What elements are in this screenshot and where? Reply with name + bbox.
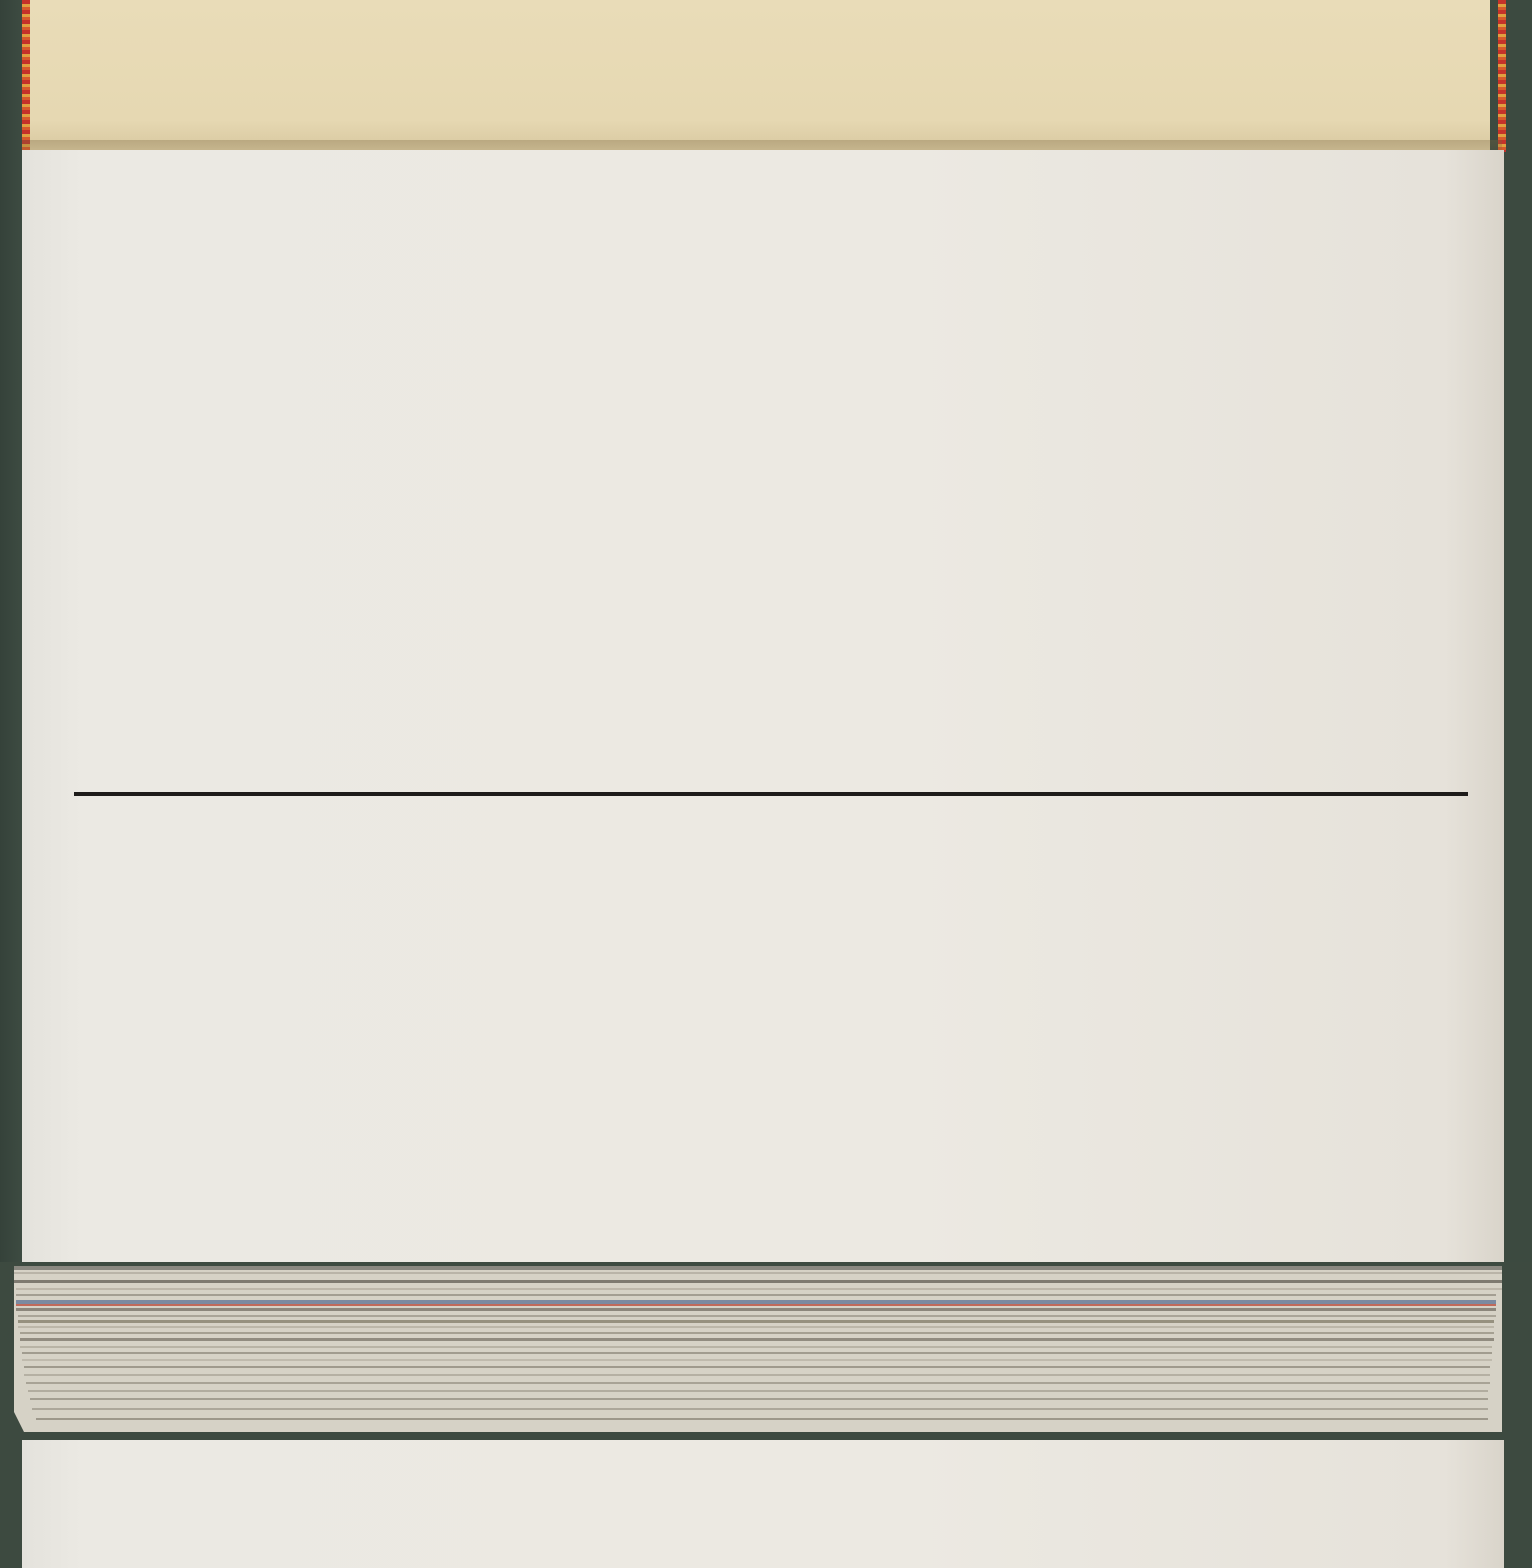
spine-headband-right — [1498, 0, 1506, 152]
spine-headband-left — [22, 0, 30, 152]
section-divider — [74, 792, 1468, 796]
article-heading — [68, 372, 86, 423]
page-stack-edge — [0, 1262, 1532, 1440]
facing-page — [22, 0, 1490, 150]
